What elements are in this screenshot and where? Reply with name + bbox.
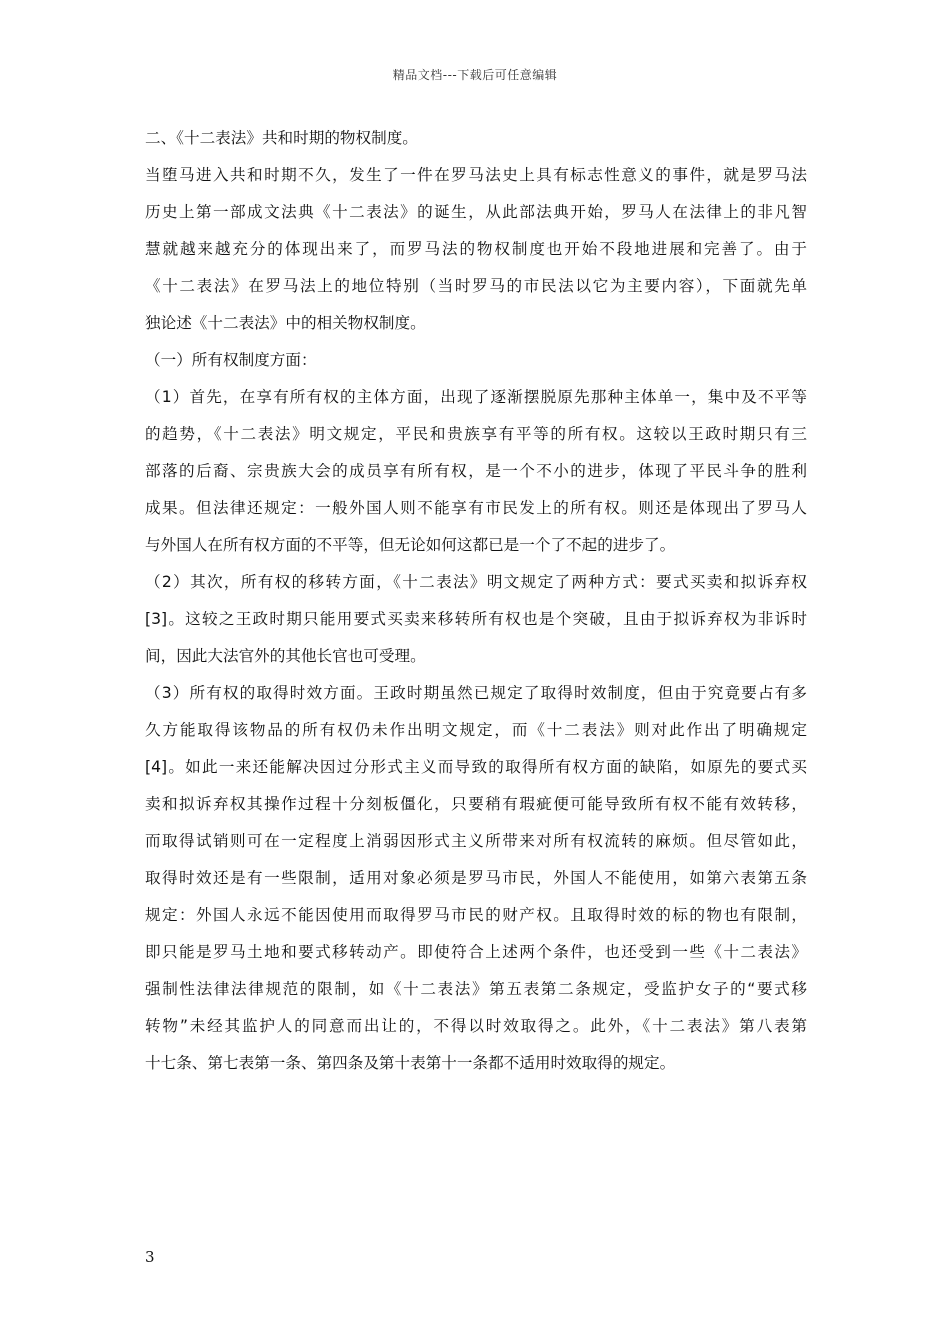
paragraph bbox=[145, 564, 807, 675]
text-line: 历史上第一部成文法典《十二表法》的诞生，从此部法典开始，罗马人在法律上的非凡智 bbox=[145, 203, 807, 221]
section-heading bbox=[145, 120, 807, 157]
text-line: 当堕马进入共和时期不久，发生了一件在罗马法史上具有标志性意义的事件，就是罗马法 bbox=[145, 166, 807, 184]
document-body bbox=[145, 120, 807, 1082]
text-line: （一）所有权制度方面： bbox=[145, 351, 317, 369]
text-line: 取得时效还是有一些限制，适用对象必须是罗马市民，外国人不能使用，如第六表第五条 bbox=[145, 869, 807, 887]
text-line: 慧就越来越充分的体现出来了，而罗马法的物权制度也开始不段地进展和完善了。由于 bbox=[145, 240, 807, 258]
text-line: （3）所有权的取得时效方面。王政时期虽然已规定了取得时效制度，但由于究竟要占有多 bbox=[145, 684, 807, 702]
text-line: [3]。这较之王政时期只能用要式买卖来移转所有权也是个突破，且由于拟诉弃权为非诉时 bbox=[145, 610, 807, 628]
text-line: [4]。如此一来还能解决因过分形式主义而导致的取得所有权方面的缺陷，如原先的要式买 bbox=[145, 758, 807, 776]
text-line: （2）其次，所有权的移转方面，《十二表法》明文规定了两种方式：要式买卖和拟诉弃权 bbox=[145, 573, 807, 591]
paragraph bbox=[145, 379, 807, 564]
text-line: 久方能取得该物品的所有权仍未作出明文规定，而《十二表法》则对此作出了明确规定 bbox=[145, 721, 807, 739]
text-line: 而取得试销则可在一定程度上消弱因形式主义所带来对所有权流转的麻烦。但尽管如此， bbox=[145, 832, 807, 850]
text-line: 部落的后裔、宗贵族大会的成员享有所有权，是一个不小的进步，体现了平民斗争的胜利 bbox=[145, 462, 807, 480]
text-line: 十七条、第七表第一条、第四条及第十表第十一条都不适用时效取得的规定。 bbox=[145, 1054, 676, 1072]
text-line: 独论述《十二表法》中的相关物权制度。 bbox=[145, 314, 426, 332]
text-line: 成果。但法律还规定：一般外国人则不能享有市民发上的所有权。则还是体现出了罗马人 bbox=[145, 499, 807, 517]
text-line: 即只能是罗马土地和要式移转动产。即使符合上述两个条件，也还受到一些《十二表法》 bbox=[145, 943, 807, 961]
text-line: （1）首先，在享有所有权的主体方面，出现了逐渐摆脱原先那种主体单一，集中及不平等 bbox=[145, 388, 807, 406]
text-line: 二、《十二表法》共和时期的物权制度。 bbox=[145, 129, 418, 147]
text-line: 规定：外国人永远不能因使用而取得罗马市民的财产权。且取得时效的标的物也有限制， bbox=[145, 906, 807, 924]
text-line: 《十二表法》在罗马法上的地位特别（当时罗马的市民法以它为主要内容），下面就先单 bbox=[145, 277, 807, 295]
text-line: 卖和拟诉弃权其操作过程十分刻板僵化，只要稍有瑕疵便可能导致所有权不能有效转移， bbox=[145, 795, 807, 813]
page-header: 精品文档---下载后可任意编辑 bbox=[392, 68, 558, 82]
paragraph bbox=[145, 675, 807, 1082]
text-line: 与外国人在所有权方面的不平等，但无论如何这都已是一个了不起的进步了。 bbox=[145, 536, 676, 554]
text-line: 间，因此大法官外的其他长官也可受理。 bbox=[145, 647, 426, 665]
subsection-heading bbox=[145, 342, 807, 379]
page-number: 3 bbox=[145, 1248, 155, 1266]
paragraph bbox=[145, 157, 807, 342]
text-line: 强制性法律法律规范的限制，如《十二表法》第五表第二条规定，受监护女子的“要式移 bbox=[145, 980, 807, 998]
text-line: 转物”未经其监护人的同意而出让的，不得以时效取得之。此外，《十二表法》第八表第 bbox=[145, 1017, 807, 1035]
text-line: 的趋势，《十二表法》明文规定，平民和贵族享有平等的所有权。这较以王政时期只有三 bbox=[145, 425, 807, 443]
